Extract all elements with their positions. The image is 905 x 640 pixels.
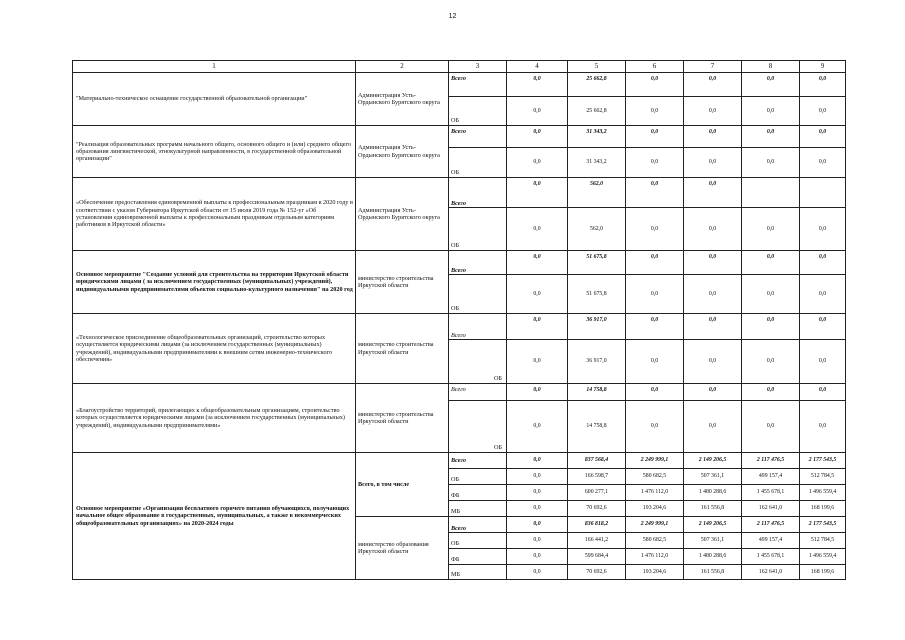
value-cell: 0,0 — [507, 501, 568, 517]
value-cell: 0,0 — [507, 453, 568, 469]
value-cell: 0,0 — [507, 485, 568, 501]
value-cell: 0,0 — [742, 401, 800, 453]
value-cell: 0,0 — [684, 73, 742, 97]
executor: министерство строительства Иркутской области — [356, 314, 449, 384]
page-number: 12 — [448, 13, 457, 20]
source-total-label: Всего — [449, 126, 507, 148]
value-cell: 1 476 112,0 — [626, 549, 684, 565]
header-cell: 7 — [684, 61, 742, 73]
value-cell: 70 692,6 — [568, 565, 626, 580]
value-cell: 168 199,6 — [800, 501, 846, 517]
source-ob-label: ОБ — [449, 340, 507, 384]
value-cell: 0,0 — [800, 340, 846, 384]
value-cell: 1 455 678,1 — [742, 485, 800, 501]
source-ob-label: ОБ — [449, 401, 507, 453]
value-cell: 2 149 206,5 — [684, 517, 742, 533]
header-row — [73, 61, 846, 73]
value-cell: 36 917,0 — [568, 314, 626, 340]
value-cell: 0,0 — [507, 208, 568, 251]
value-cell: 499 157,4 — [742, 469, 800, 485]
source-total-label: Всего — [449, 384, 507, 401]
value-cell: 0,0 — [626, 401, 684, 453]
value-cell: 0,0 — [800, 73, 846, 97]
value-cell: 0,0 — [800, 208, 846, 251]
value-cell: 0,0 — [626, 126, 684, 148]
value-cell: 0,0 — [626, 148, 684, 178]
measure-description: "Материально-техническое оснащение государственной образовательной организации" — [73, 73, 356, 126]
source-mb-label: МБ — [449, 565, 507, 580]
header-cell: 3 — [449, 61, 507, 73]
value-cell: 0,0 — [507, 275, 568, 314]
executor: министерство строительства Иркутской области — [356, 384, 449, 453]
measure-description: Основное мероприятие "Создание условий для строительства на территории Иркутской области юридическими лицами ( за исключением государственных (муниципальных) учреждений), индивидуальными предпринимателями объектов социально-культурного назначения" на 2020 год — [73, 251, 356, 314]
value-cell: 0,0 — [742, 251, 800, 275]
table-row — [73, 126, 846, 148]
value-cell: 0,0 — [626, 275, 684, 314]
value-cell: 162 641,0 — [742, 565, 800, 580]
value-cell: 837 568,4 — [568, 453, 626, 469]
value-cell: 0,0 — [626, 178, 684, 208]
value-cell: 193 204,6 — [626, 501, 684, 517]
value-cell: 599 684,4 — [568, 549, 626, 565]
value-cell: 0,0 — [800, 384, 846, 401]
value-cell: 51 675,8 — [568, 275, 626, 314]
source-ob-label: ОБ — [449, 275, 507, 314]
value-cell: 166 441,2 — [568, 533, 626, 549]
table-row — [73, 251, 846, 275]
source-total-label: Всего — [449, 251, 507, 275]
value-cell: 14 758,8 — [568, 384, 626, 401]
value-cell: 0,0 — [800, 126, 846, 148]
value-cell — [800, 178, 846, 208]
executor: министерство образования Иркутской области — [356, 517, 449, 580]
value-cell: 0,0 — [626, 97, 684, 126]
source-total-label: Всего — [449, 73, 507, 97]
value-cell: 161 556,8 — [684, 501, 742, 517]
value-cell: 0,0 — [626, 384, 684, 401]
header-cell: 5 — [568, 61, 626, 73]
measure-description: «Обеспечение предоставления единовременной выплаты к профессиональным праздникам в 2020 году в соответствии с указом Губернатора Иркутской области от 15 июля 2019 года № 152-уг «Об установлении единовременной выплаты к профессиональным праздникам отдельным категориям работников в Иркутской области» — [73, 178, 356, 251]
value-cell: 1 455 678,1 — [742, 549, 800, 565]
value-cell: 0,0 — [800, 148, 846, 178]
funding-table — [72, 60, 846, 580]
executor: Администрация Усть-Ордынского Бурятского округа — [356, 178, 449, 251]
value-cell: 0,0 — [800, 275, 846, 314]
value-cell: 2 117 476,5 — [742, 453, 800, 469]
value-cell: 0,0 — [507, 517, 568, 533]
source-ob-label: ОБ — [449, 533, 507, 549]
value-cell: 0,0 — [684, 148, 742, 178]
source-ob-label: ОБ — [449, 97, 507, 126]
value-cell: 0,0 — [507, 178, 568, 208]
value-cell: 0,0 — [684, 340, 742, 384]
source-fb-label: ФБ — [449, 485, 507, 501]
value-cell: 14 758,8 — [568, 401, 626, 453]
value-cell: 0,0 — [507, 549, 568, 565]
value-cell: 0,0 — [684, 401, 742, 453]
measure-description: Основное мероприятие «Организация бесплатного горячего питания обучающихся, получающих начальное общее образование в государственных, муниципальных, а также в некоммерческих общеобразовательных организациях» на 2020-2024 годы — [73, 453, 356, 580]
value-cell: 0,0 — [742, 97, 800, 126]
value-cell: 0,0 — [742, 73, 800, 97]
value-cell: 0,0 — [507, 97, 568, 126]
value-cell: 0,0 — [626, 208, 684, 251]
header-cell: 4 — [507, 61, 568, 73]
value-cell: 0,0 — [684, 314, 742, 340]
value-cell: 0,0 — [626, 251, 684, 275]
value-cell: 0,0 — [742, 314, 800, 340]
value-cell: 0,0 — [507, 126, 568, 148]
value-cell: 600 277,1 — [568, 485, 626, 501]
value-cell: 1 496 559,4 — [800, 549, 846, 565]
value-cell: 0,0 — [626, 340, 684, 384]
value-cell: 0,0 — [684, 208, 742, 251]
value-cell: 0,0 — [684, 251, 742, 275]
value-cell: 193 204,6 — [626, 565, 684, 580]
executor-total: Всего, в том числе — [356, 453, 449, 517]
value-cell: 2 117 476,5 — [742, 517, 800, 533]
value-cell: 31 343,2 — [568, 126, 626, 148]
value-cell: 1 480 288,6 — [684, 485, 742, 501]
value-cell: 562,0 — [568, 178, 626, 208]
value-cell: 0,0 — [742, 340, 800, 384]
source-total-label: Всего — [449, 314, 507, 340]
value-cell: 0,0 — [742, 384, 800, 401]
value-cell: 1 496 559,4 — [800, 485, 846, 501]
table-row — [73, 384, 846, 401]
executor: Администрация Усть-Ордынского Бурятского округа — [356, 126, 449, 178]
value-cell: 0,0 — [800, 97, 846, 126]
value-cell: 25 662,8 — [568, 97, 626, 126]
value-cell: 1 480 288,6 — [684, 549, 742, 565]
source-total-label: Всего — [449, 453, 507, 469]
value-cell: 162 641,0 — [742, 501, 800, 517]
source-ob-label: ОБ — [449, 148, 507, 178]
value-cell: 0,0 — [742, 148, 800, 178]
value-cell: 0,0 — [684, 275, 742, 314]
value-cell: 512 784,5 — [800, 533, 846, 549]
value-cell — [742, 178, 800, 208]
value-cell: 2 149 206,5 — [684, 453, 742, 469]
source-total-label: Всего — [449, 178, 507, 208]
value-cell: 0,0 — [684, 97, 742, 126]
value-cell: 0,0 — [507, 384, 568, 401]
value-cell: 0,0 — [507, 340, 568, 384]
value-cell: 0,0 — [626, 73, 684, 97]
value-cell: 580 682,5 — [626, 533, 684, 549]
value-cell: 0,0 — [684, 126, 742, 148]
header-cell: 1 — [73, 61, 356, 73]
value-cell: 507 361,1 — [684, 469, 742, 485]
measure-description: "Реализация образовательных программ начального общего, основного общего и (или) среднего общего образования лингвистической, этнокультурной направленности, в государственной образовательной организации" — [73, 126, 356, 178]
header-cell: 9 — [800, 61, 846, 73]
value-cell: 166 598,7 — [568, 469, 626, 485]
source-ob-label: ОБ — [449, 469, 507, 485]
value-cell: 0,0 — [507, 533, 568, 549]
value-cell: 0,0 — [507, 401, 568, 453]
table-row — [73, 314, 846, 340]
executor: Администрация Усть-Ордынского Бурятского округа — [356, 73, 449, 126]
source-ob-label: ОБ — [449, 208, 507, 251]
value-cell: 0,0 — [742, 275, 800, 314]
value-cell: 507 361,1 — [684, 533, 742, 549]
table-row — [73, 73, 846, 97]
value-cell: 2 177 543,5 — [800, 453, 846, 469]
table-row — [73, 453, 846, 469]
executor: министерство строительства Иркутской области — [356, 251, 449, 314]
value-cell: 0,0 — [626, 314, 684, 340]
source-mb-label: МБ — [449, 501, 507, 517]
table-row — [73, 178, 846, 208]
value-cell: 2 177 543,5 — [800, 517, 846, 533]
value-cell: 2 249 999,1 — [626, 453, 684, 469]
value-cell: 836 818,2 — [568, 517, 626, 533]
header-cell: 6 — [626, 61, 684, 73]
value-cell: 499 157,4 — [742, 533, 800, 549]
value-cell: 70 692,6 — [568, 501, 626, 517]
value-cell: 0,0 — [507, 565, 568, 580]
value-cell: 51 675,8 — [568, 251, 626, 275]
value-cell: 161 556,8 — [684, 565, 742, 580]
value-cell: 31 343,2 — [568, 148, 626, 178]
value-cell: 36 917,0 — [568, 340, 626, 384]
value-cell: 0,0 — [507, 469, 568, 485]
value-cell: 562,0 — [568, 208, 626, 251]
value-cell: 0,0 — [684, 384, 742, 401]
value-cell: 168 199,6 — [800, 565, 846, 580]
source-fb-label: ФБ — [449, 549, 507, 565]
header-cell: 2 — [356, 61, 449, 73]
value-cell: 0,0 — [800, 401, 846, 453]
value-cell: 25 662,8 — [568, 73, 626, 97]
value-cell: 0,0 — [800, 314, 846, 340]
value-cell: 0,0 — [684, 178, 742, 208]
value-cell: 0,0 — [800, 251, 846, 275]
value-cell: 1 476 112,0 — [626, 485, 684, 501]
source-total-label: Всего — [449, 517, 507, 533]
header-cell: 8 — [742, 61, 800, 73]
value-cell: 0,0 — [742, 126, 800, 148]
value-cell: 2 249 999,1 — [626, 517, 684, 533]
value-cell: 0,0 — [507, 148, 568, 178]
value-cell: 0,0 — [742, 208, 800, 251]
measure-description: «Технологическое присоединение общеобразовательных организаций, строительство которых осуществляется юридическими лицами (за исключением государственных (муниципальных) учреждений), индивидуальными предпринимателями к внешним сетям инженерно-технического обеспечения» — [73, 314, 356, 384]
value-cell: 512 784,5 — [800, 469, 846, 485]
value-cell: 580 682,5 — [626, 469, 684, 485]
value-cell: 0,0 — [507, 314, 568, 340]
value-cell: 0,0 — [507, 251, 568, 275]
value-cell: 0,0 — [507, 73, 568, 97]
measure-description: «Благоустройство территорий, прилегающих к общеобразовательным организациям, строительство которых осуществляется юридическими лицами (за исключением государственных (муниципальных) учреждений), индивидуальными предпринимателями» — [73, 384, 356, 453]
